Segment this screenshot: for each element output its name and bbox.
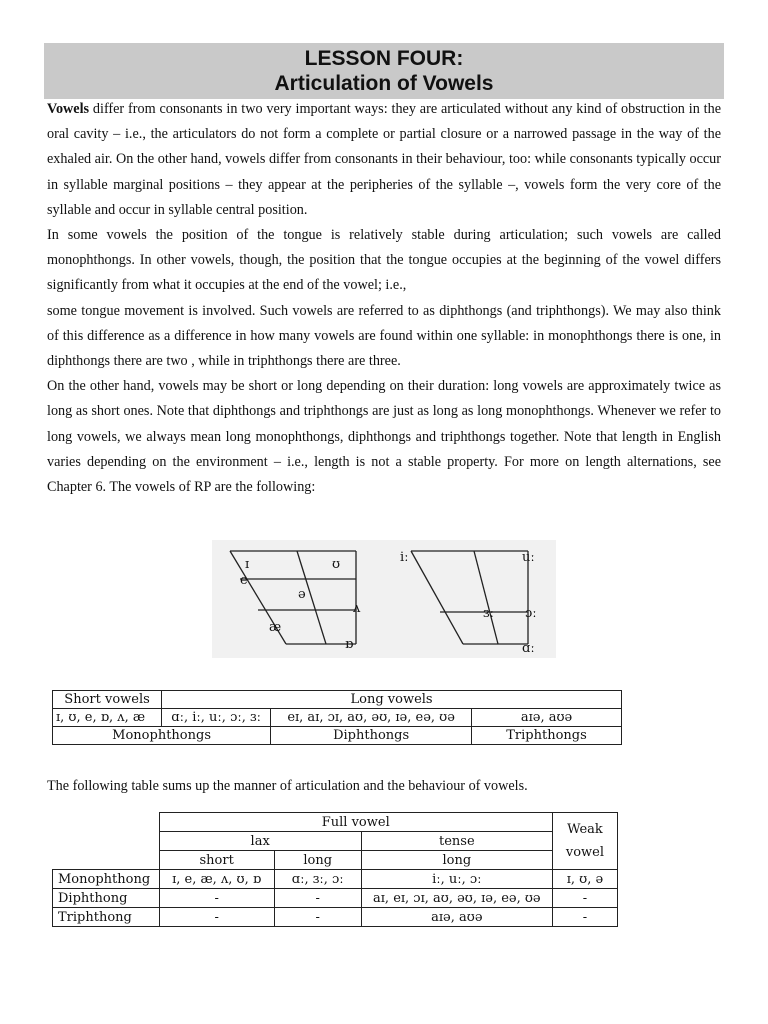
- table-row: [53, 908, 618, 927]
- vowel-symbol-long-a: ɑː: [522, 641, 535, 656]
- paragraph-3: some tongue movement is involved. Such vowels are referred to as diphthongs (and triphthongs). We may also think of this difference as a difference in how many vowels are found within one syllable: in monophthongs there is one, in diphthongs there are two , while in triphthongs there are three.: [47, 302, 721, 370]
- header-short: short: [159, 851, 274, 870]
- short-vowels-list: ɪ, ʊ, e, ɒ, ʌ, æ: [53, 709, 162, 727]
- cell-value: -: [274, 908, 361, 927]
- cell-value: -: [552, 889, 617, 908]
- vowel-symbol-long-u: uː: [522, 550, 535, 565]
- label-monophthongs: Monophthongs: [53, 727, 271, 745]
- cell-value: ɪ, e, æ, ʌ, ʊ, ɒ: [159, 870, 274, 889]
- vowel-symbol-ash: æ: [269, 620, 282, 635]
- vowels-term: Vowels: [47, 101, 90, 117]
- row-head-triphthong: Triphthong: [53, 908, 160, 927]
- long-vowel-chart: [411, 551, 528, 644]
- body-text: [47, 97, 721, 500]
- vowel-symbol-long-o: ɔː: [525, 606, 537, 621]
- rp-vowels-table: [52, 690, 622, 745]
- diphthongs-list: eɪ, aɪ, ɔɪ, aʊ, əʊ, ɪə, eə, ʊə: [271, 709, 472, 727]
- header-long-tense: long: [361, 851, 552, 870]
- header-lax: lax: [159, 832, 361, 851]
- label-triphthongs: Triphthongs: [472, 727, 622, 745]
- header-short-vowels: Short vowels: [53, 691, 162, 709]
- header-full-vowel: Full vowel: [159, 813, 552, 832]
- vowel-symbol-long-er: ɜː: [483, 606, 494, 621]
- paragraph-1-text: differ from consonants in two very important ways: they are articulated without any kind of obstruction in the oral cavity – i.e., the articulators do not form a complete or partial closure or a narrowed passage in the way of the exhaled air. On the other hand, vowels differ from consonants in their behaviour, too: while consonants typically occur in syllable marginal positions – they appear at the peripheries of the syllable –, vowels form the very core of the syllable and occur in syllable central position.: [47, 101, 721, 218]
- header-weak-vowel: [552, 813, 617, 870]
- vowel-symbol-wedge: ʌ: [353, 601, 361, 616]
- vowel-symbol-long-i: iː: [400, 550, 409, 565]
- vowel-symbol-e: e: [240, 573, 248, 588]
- row-head-diphthong: Diphthong: [53, 889, 160, 908]
- table-row: [53, 870, 618, 889]
- vowel-behaviour-table: [52, 812, 618, 927]
- cell-value: ɑː, ɜː, ɔː: [274, 870, 361, 889]
- table-row: [53, 889, 618, 908]
- vowel-charts-figure: [212, 540, 556, 658]
- weak-label-1: Weak: [567, 822, 603, 837]
- cell-value: -: [159, 908, 274, 927]
- lesson-title-line2: Articulation of Vowels: [274, 72, 494, 95]
- header-long: long: [274, 851, 361, 870]
- cell-value: -: [552, 908, 617, 927]
- paragraph-2: In some vowels the position of the tongue is relatively stable during articulation; such vowels are called monophthongs. In other vowels, though, the position that the tongue occupies at the beginning of the vowel differs significantly from what it occupies at the end of the vowel; i.e.,: [47, 227, 721, 294]
- paragraph-4: On the other hand, vowels may be short or long depending on their duration: long vowels are approximately twice as long as short ones. Note that diphthongs and triphthongs are just as long as long monophthongs. Whenever we refer to long vowels, we always mean long monophthongs, diphthongs and triphthongs together. Note that length in English varies depending on the environment – i.e., length is not a stable property. For more on length alternations, see Chapter 6. The vowels of RP are the following:: [47, 378, 721, 496]
- blank-corner-cell: [53, 813, 160, 870]
- weak-label-2: vowel: [565, 845, 605, 860]
- lesson-title-line1: LESSON FOUR:: [304, 47, 464, 70]
- vowel-symbol-schwa: ə: [298, 587, 306, 602]
- vowel-symbol-short-o: ɒ: [345, 637, 354, 652]
- row-head-monophthong: Monophthong: [53, 870, 160, 889]
- cell-value: aɪ, eɪ, ɔɪ, aʊ, əʊ, ɪə, eə, ʊə: [361, 889, 552, 908]
- lesson-title: [44, 43, 724, 99]
- cell-value: -: [159, 889, 274, 908]
- paragraph-1: [47, 97, 721, 223]
- label-diphthongs: Diphthongs: [271, 727, 472, 745]
- vowel-symbol-short-i: ɪ: [245, 557, 250, 572]
- table-caption: The following table sums up the manner of articulation and the behaviour of vowels.: [47, 778, 528, 794]
- cell-value: aɪə, aʊə: [361, 908, 552, 927]
- header-tense: tense: [361, 832, 552, 851]
- cell-value: ɪ, ʊ, ə: [552, 870, 617, 889]
- triphthongs-list: aɪə, aʊə: [472, 709, 622, 727]
- header-long-vowels: Long vowels: [162, 691, 622, 709]
- cell-value: -: [274, 889, 361, 908]
- vowel-symbol-short-u: ʊ: [332, 557, 341, 572]
- cell-value: iː, uː, ɔː: [361, 870, 552, 889]
- long-monophthongs-list: ɑː, iː, uː, ɔː, ɜː: [162, 709, 271, 727]
